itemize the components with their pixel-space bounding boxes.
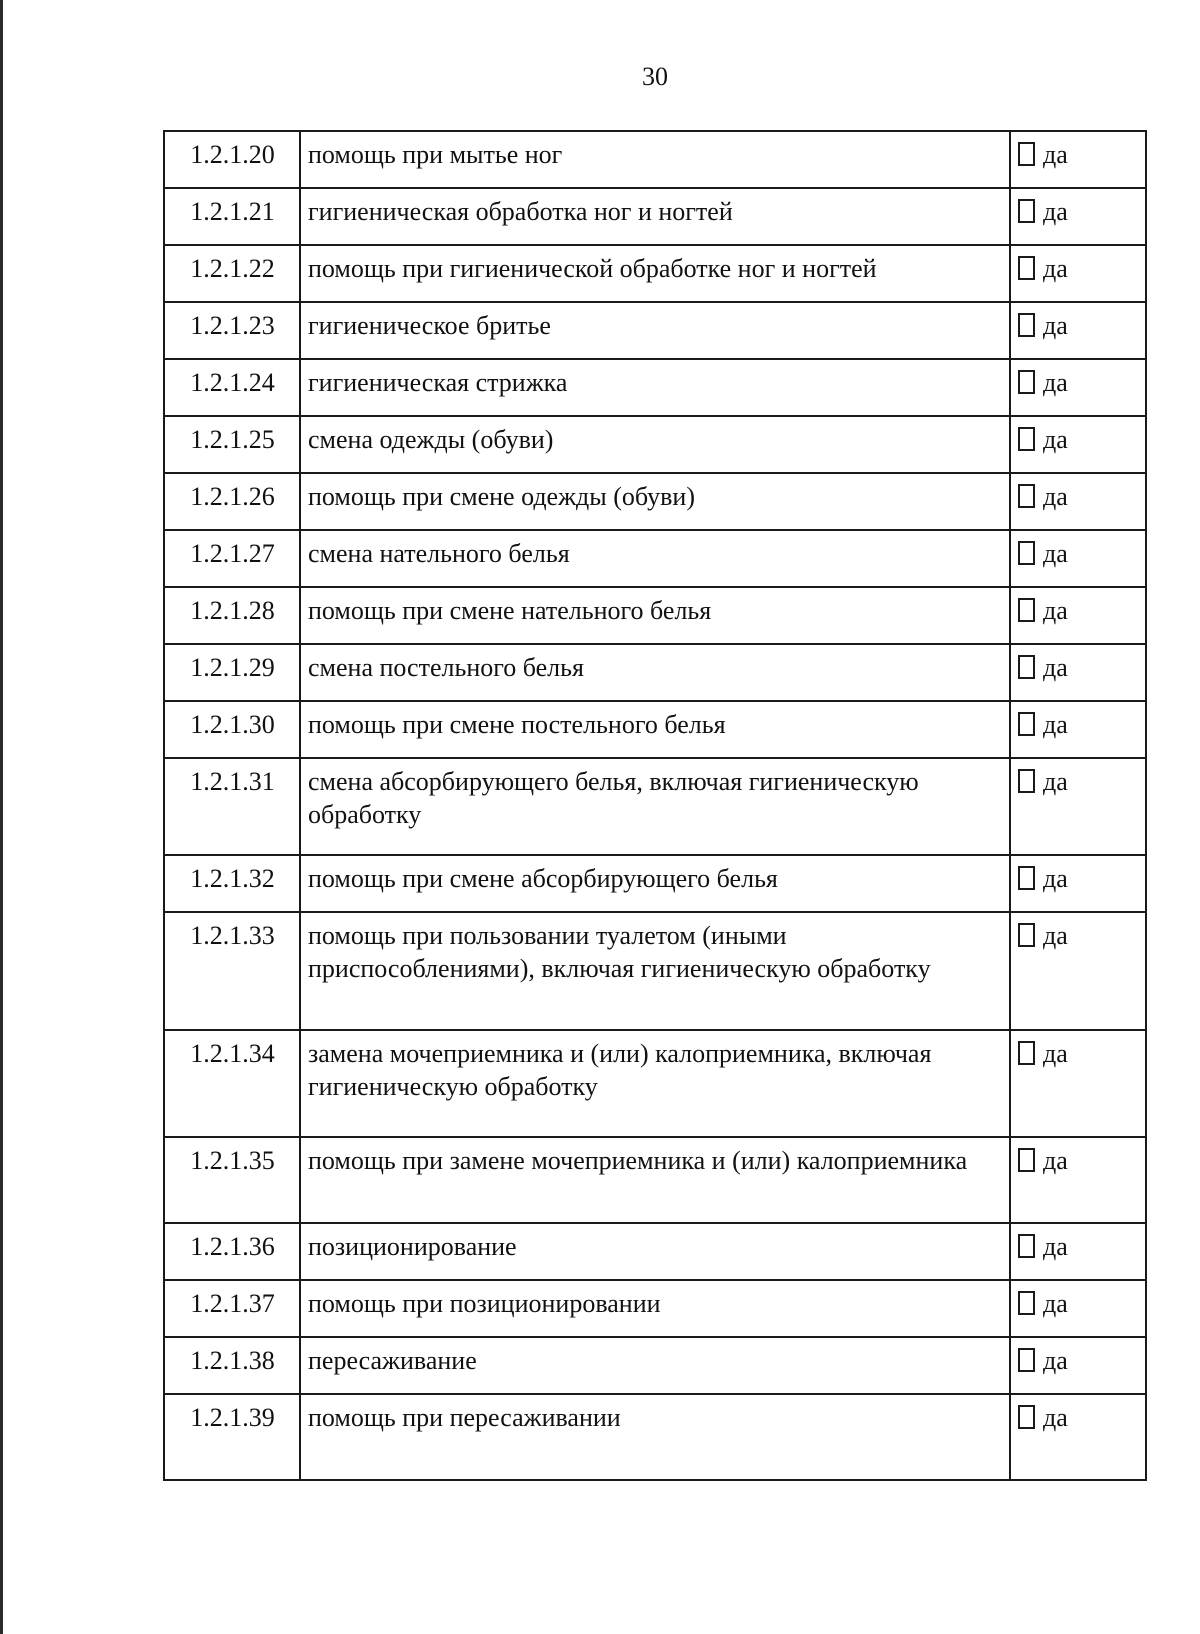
checkbox-cell[interactable] xyxy=(1010,758,1146,855)
checkbox[interactable] xyxy=(1018,313,1035,337)
checkbox-label: да xyxy=(1043,767,1068,796)
checkbox-cell[interactable] xyxy=(1010,530,1146,587)
table-row xyxy=(164,1137,1146,1223)
checkbox-label: да xyxy=(1043,1146,1068,1175)
item-code: 1.2.1.27 xyxy=(164,530,300,587)
checkbox-label: да xyxy=(1043,921,1068,950)
item-code: 1.2.1.28 xyxy=(164,587,300,644)
checkbox-label: да xyxy=(1043,368,1068,397)
table-row xyxy=(164,644,1146,701)
checkbox-label: да xyxy=(1043,864,1068,893)
checkbox-cell[interactable] xyxy=(1010,701,1146,758)
item-code: 1.2.1.26 xyxy=(164,473,300,530)
item-description: позиционирование xyxy=(300,1223,1010,1280)
checkbox-cell[interactable] xyxy=(1010,131,1146,188)
item-description: смена постельного белья xyxy=(300,644,1010,701)
table-row xyxy=(164,1394,1146,1480)
checkbox-cell[interactable] xyxy=(1010,245,1146,302)
table-row xyxy=(164,1337,1146,1394)
item-description: помощь при мытье ног xyxy=(300,131,1010,188)
checkbox[interactable] xyxy=(1018,712,1035,736)
checkbox[interactable] xyxy=(1018,142,1035,166)
table-row xyxy=(164,359,1146,416)
checkbox-cell[interactable] xyxy=(1010,587,1146,644)
checkbox[interactable] xyxy=(1018,1405,1035,1429)
checkbox-label: да xyxy=(1043,1232,1068,1261)
checkbox-label: да xyxy=(1043,425,1068,454)
table-row xyxy=(164,701,1146,758)
item-description: помощь при замене мочеприемника и (или) калоприемника xyxy=(300,1137,1010,1223)
item-description: замена мочеприемника и (или) калоприемника, включая гигиеническую обработку xyxy=(300,1030,1010,1137)
checkbox-cell[interactable] xyxy=(1010,416,1146,473)
item-description: помощь при смене одежды (обуви) xyxy=(300,473,1010,530)
checkbox-label: да xyxy=(1043,254,1068,283)
checkbox[interactable] xyxy=(1018,1291,1035,1315)
checkbox-label: да xyxy=(1043,197,1068,226)
table-row xyxy=(164,473,1146,530)
checkbox[interactable] xyxy=(1018,923,1035,947)
item-code: 1.2.1.24 xyxy=(164,359,300,416)
checkbox-cell[interactable] xyxy=(1010,1030,1146,1137)
table-row xyxy=(164,131,1146,188)
checkbox[interactable] xyxy=(1018,427,1035,451)
table-row xyxy=(164,912,1146,1030)
table-row xyxy=(164,302,1146,359)
item-code: 1.2.1.36 xyxy=(164,1223,300,1280)
item-description: пересаживание xyxy=(300,1337,1010,1394)
table-row xyxy=(164,1223,1146,1280)
table-row xyxy=(164,245,1146,302)
checkbox-label: да xyxy=(1043,539,1068,568)
checkbox-cell[interactable] xyxy=(1010,302,1146,359)
checkbox-cell[interactable] xyxy=(1010,855,1146,912)
checkbox[interactable] xyxy=(1018,199,1035,223)
item-code: 1.2.1.25 xyxy=(164,416,300,473)
checkbox-cell[interactable] xyxy=(1010,644,1146,701)
item-code: 1.2.1.32 xyxy=(164,855,300,912)
checkbox[interactable] xyxy=(1018,1348,1035,1372)
item-code: 1.2.1.20 xyxy=(164,131,300,188)
item-description: помощь при смене нательного белья xyxy=(300,587,1010,644)
item-description: смена нательного белья xyxy=(300,530,1010,587)
item-description: помощь при пользовании туалетом (иными приспособлениями), включая гигиеническую обработку xyxy=(300,912,1010,1030)
checkbox[interactable] xyxy=(1018,866,1035,890)
checkbox-cell[interactable] xyxy=(1010,1394,1146,1480)
table-row xyxy=(164,1030,1146,1137)
checkbox-cell[interactable] xyxy=(1010,473,1146,530)
checkbox[interactable] xyxy=(1018,370,1035,394)
checkbox-label: да xyxy=(1043,653,1068,682)
item-description: помощь при гигиенической обработке ног и ногтей xyxy=(300,245,1010,302)
item-code: 1.2.1.21 xyxy=(164,188,300,245)
checkbox-label: да xyxy=(1043,311,1068,340)
item-code: 1.2.1.34 xyxy=(164,1030,300,1137)
checkbox[interactable] xyxy=(1018,769,1035,793)
checkbox-label: да xyxy=(1043,1039,1068,1068)
table-row xyxy=(164,758,1146,855)
item-description: помощь при смене абсорбирующего белья xyxy=(300,855,1010,912)
checkbox-cell[interactable] xyxy=(1010,1280,1146,1337)
table-row xyxy=(164,587,1146,644)
item-description: гигиеническое бритье xyxy=(300,302,1010,359)
item-description: смена одежды (обуви) xyxy=(300,416,1010,473)
item-description: помощь при смене постельного белья xyxy=(300,701,1010,758)
checkbox-cell[interactable] xyxy=(1010,912,1146,1030)
checkbox-label: да xyxy=(1043,710,1068,739)
table-row xyxy=(164,530,1146,587)
item-description: гигиеническая обработка ног и ногтей xyxy=(300,188,1010,245)
checkbox-label: да xyxy=(1043,140,1068,169)
item-description: гигиеническая стрижка xyxy=(300,359,1010,416)
item-code: 1.2.1.23 xyxy=(164,302,300,359)
item-code: 1.2.1.31 xyxy=(164,758,300,855)
checkbox-label: да xyxy=(1043,482,1068,511)
table-row xyxy=(164,855,1146,912)
item-code: 1.2.1.33 xyxy=(164,912,300,1030)
item-code: 1.2.1.38 xyxy=(164,1337,300,1394)
checkbox[interactable] xyxy=(1018,1148,1035,1172)
checkbox-cell[interactable] xyxy=(1010,1137,1146,1223)
item-code: 1.2.1.29 xyxy=(164,644,300,701)
item-code: 1.2.1.22 xyxy=(164,245,300,302)
checkbox-cell[interactable] xyxy=(1010,359,1146,416)
checkbox[interactable] xyxy=(1018,541,1035,565)
checkbox-label: да xyxy=(1043,596,1068,625)
checkbox-cell[interactable] xyxy=(1010,1337,1146,1394)
page-number: 30 xyxy=(642,62,668,91)
item-code: 1.2.1.39 xyxy=(164,1394,300,1480)
item-description: помощь при пересаживании xyxy=(300,1394,1010,1480)
checkbox-cell[interactable] xyxy=(1010,188,1146,245)
checkbox[interactable] xyxy=(1018,655,1035,679)
item-description: смена абсорбирующего белья, включая гигиеническую обработку xyxy=(300,758,1010,855)
item-code: 1.2.1.30 xyxy=(164,701,300,758)
table-row xyxy=(164,188,1146,245)
checkbox[interactable] xyxy=(1018,1041,1035,1065)
table-row xyxy=(164,1280,1146,1337)
item-code: 1.2.1.35 xyxy=(164,1137,300,1223)
item-code: 1.2.1.37 xyxy=(164,1280,300,1337)
checkbox[interactable] xyxy=(1018,1234,1035,1258)
checkbox[interactable] xyxy=(1018,598,1035,622)
checkbox[interactable] xyxy=(1018,484,1035,508)
checkbox-label: да xyxy=(1043,1403,1068,1432)
checkbox-label: да xyxy=(1043,1346,1068,1375)
checkbox-cell[interactable] xyxy=(1010,1223,1146,1280)
checkbox-label: да xyxy=(1043,1289,1068,1318)
services-table xyxy=(163,130,1147,1481)
checkbox[interactable] xyxy=(1018,256,1035,280)
table-row xyxy=(164,416,1146,473)
item-description: помощь при позиционировании xyxy=(300,1280,1010,1337)
scan-edge xyxy=(0,0,3,1634)
